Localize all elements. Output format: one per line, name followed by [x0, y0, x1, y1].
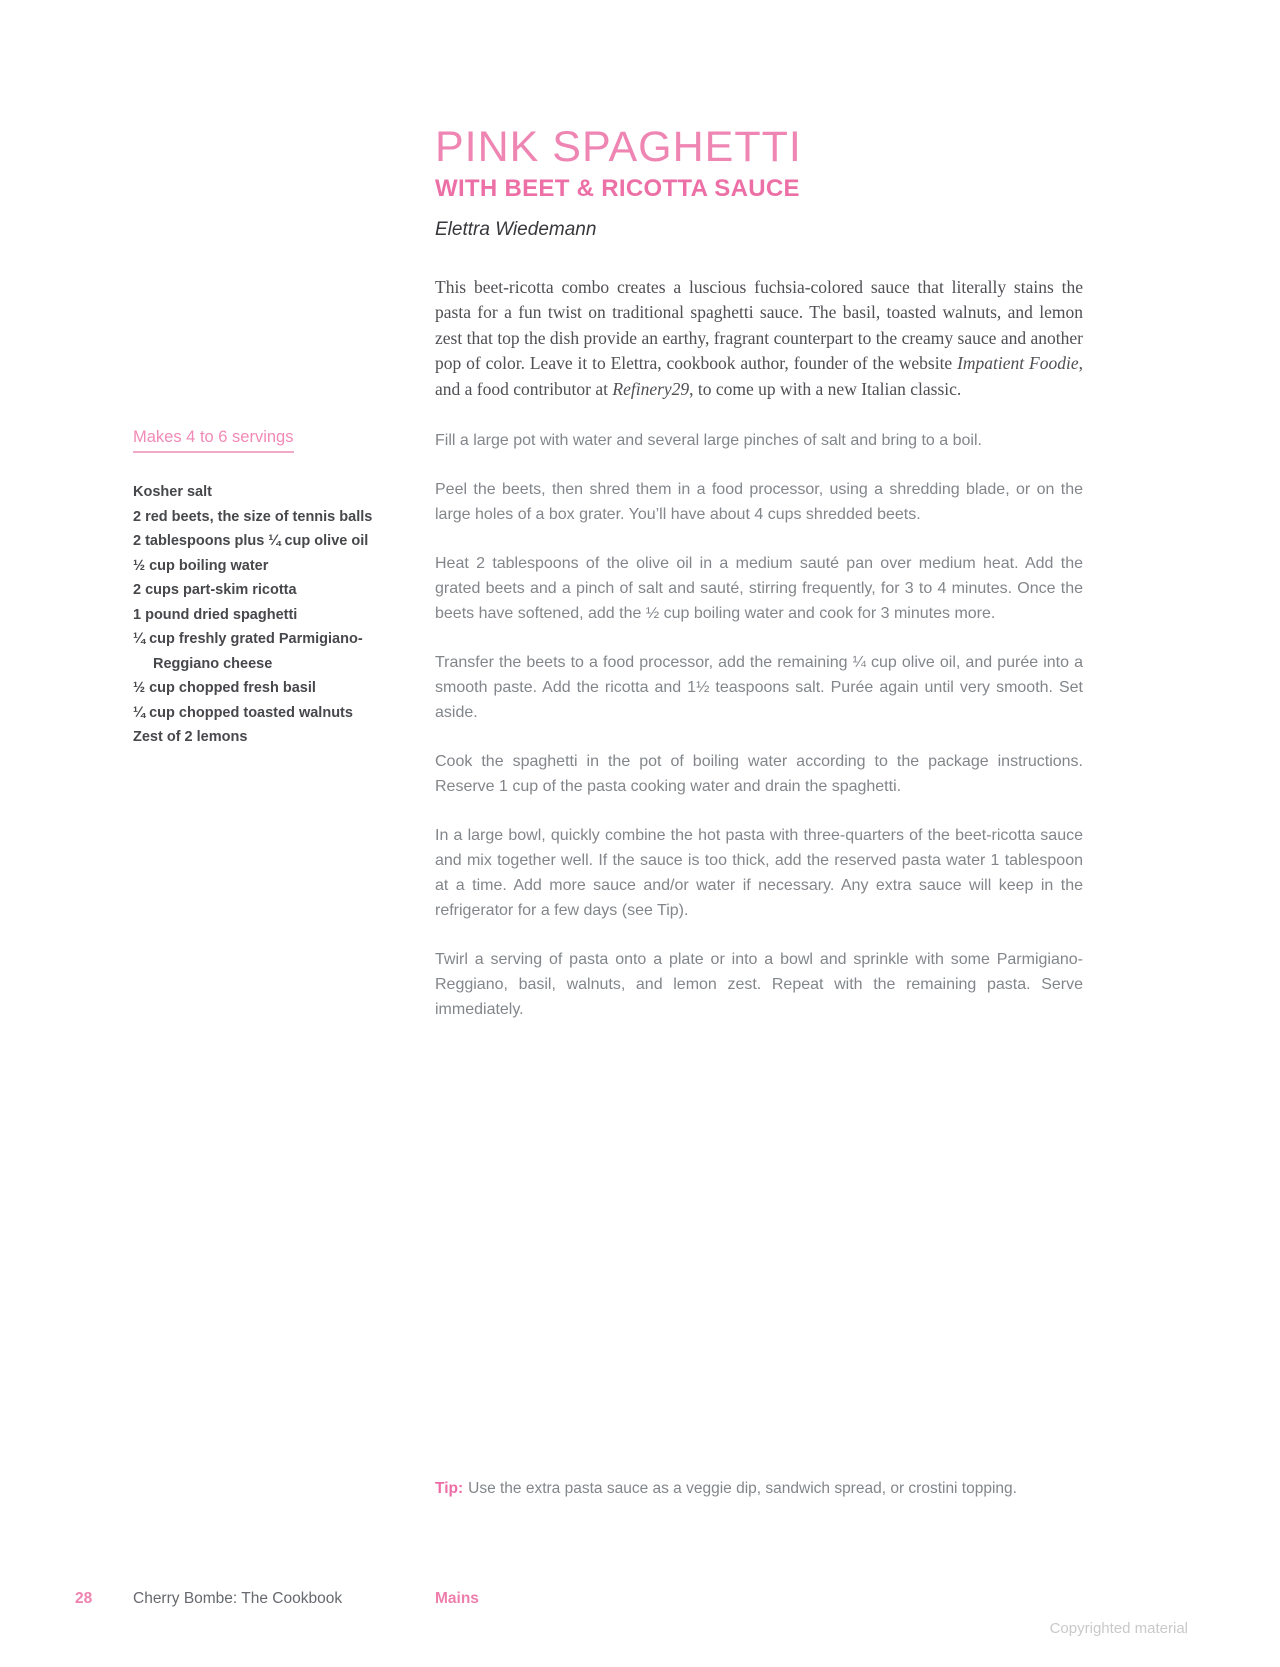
method-step: Transfer the beets to a food processor, add the remaining ¼ cup olive oil, and purée into a smooth paste. Add the ricotta and 1½ teaspoons salt. Purée again until very smooth. Set aside.	[435, 654, 1083, 721]
ingredient-item: 1 pound dried spaghetti	[133, 606, 298, 623]
recipe-author: Elettra Wiedemann	[435, 219, 597, 241]
method-step: Heat 2 tablespoons of the olive oil in a medium sauté pan over medium heat. Add the grated beets and a pinch of salt and sauté, stirring frequently, for 3 to 4 minutes. Once the beets have softened, add the ½ cup boiling water and cook for 3 minutes more.	[435, 555, 1083, 622]
ingredient-item: Kosher salt	[133, 484, 212, 500]
footer-page-number: 28	[75, 1590, 93, 1607]
recipe-subtitle: WITH BEET & RICOTTA SAUCE	[435, 175, 800, 203]
copyright-watermark: Copyrighted material	[1049, 1620, 1188, 1637]
ingredient-item: ¼ cup freshly grated Parmigiano-Reggiano cheese	[133, 631, 363, 672]
intro-text-segment: This beet-ricotta combo creates a luscious fuchsia-colored sauce that literally stains the pasta for a fun twist on traditional spaghetti sauce. The basil, toasted walnuts, and lemon zest that top the dish provide an earthy, fragrant counterpart to the creamy sauce and another pop of color. Leave it to Elettra, cookbook author, founder of the website	[435, 276, 1083, 374]
intro-text-segment: , and a food contributor at	[435, 353, 1083, 399]
recipe-title: PINK SPAGHETTI	[435, 123, 802, 171]
tip-line	[435, 1480, 1135, 1498]
ingredients-sidebar	[133, 428, 418, 750]
method-steps	[435, 428, 1083, 1046]
ingredient-item: ½ cup boiling water	[133, 557, 269, 574]
footer-book-title: Cherry Bombe: The Cookbook	[133, 1590, 343, 1607]
tip-label: Tip:	[435, 1480, 464, 1497]
method-step: Peel the beets, then shred them in a food processor, using a shredding blade, or on the large holes of a box grater. You’ll have about 4 cups shredded beets.	[435, 481, 1083, 523]
method-step: In a large bowl, quickly combine the hot pasta with three-quarters of the beet-ricotta sauce and mix together well. If the sauce is too thick, add the reserved pasta water 1 tablespoon at a time. Add more sauce and/or water if necessary. Any extra sauce will keep in the refrigerator for a few days (see Tip).	[435, 827, 1083, 919]
ingredients-list	[133, 480, 418, 750]
intro-text-segment: , to come up with a new Italian classic.	[689, 378, 962, 399]
method-step: Fill a large pot with water and several large pinches of salt and bring to a boil.	[435, 432, 982, 449]
footer-section-label: Mains	[435, 1590, 479, 1607]
intro-italic-segment: Refinery29	[612, 378, 690, 399]
ingredient-item: 2 cups part-skim ricotta	[133, 582, 297, 598]
ingredient-item: ¼ cup chopped toasted walnuts	[133, 704, 353, 721]
ingredient-item: ½ cup chopped fresh basil	[133, 680, 316, 696]
intro-italic-segment: Impatient Foodie	[957, 353, 1079, 374]
recipe-header	[435, 124, 1085, 241]
servings-heading: Makes 4 to 6 servings	[133, 428, 294, 453]
ingredient-item: 2 red beets, the size of tennis balls	[133, 508, 373, 525]
method-step: Cook the spaghetti in the pot of boiling water according to the package instructions. Reserve 1 cup of the pasta cooking water and drain the spaghetti.	[435, 753, 1083, 795]
tip-text: Use the extra pasta sauce as a veggie dip, sandwich spread, or crostini topping.	[468, 1480, 1017, 1497]
method-step: Twirl a serving of pasta onto a plate or into a bowl and sprinkle with some Parmigiano-Reggiano, basil, walnuts, and lemon zest. Repeat with the remaining pasta. Serve immediately.	[435, 951, 1083, 1018]
ingredient-item: 2 tablespoons plus ¼ cup olive oil	[133, 533, 369, 549]
ingredient-item: Zest of 2 lemons	[133, 729, 248, 745]
recipe-intro-paragraph	[435, 275, 1083, 403]
